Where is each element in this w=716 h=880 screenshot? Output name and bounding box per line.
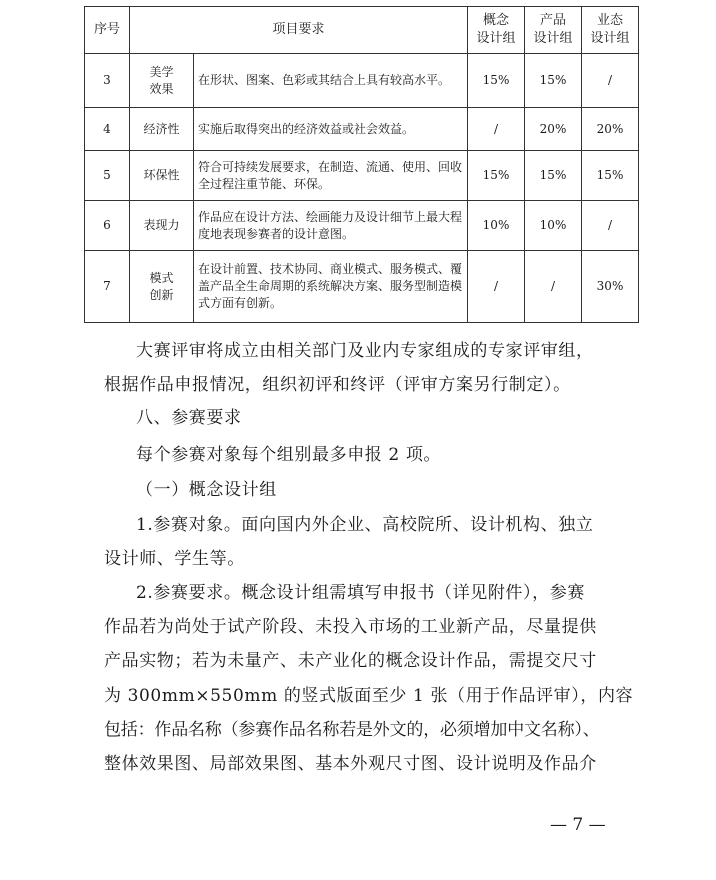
paragraph-line: 根据作品申报情况，组织初评和终评（评审方案另行制定）。 bbox=[104, 375, 571, 395]
row-business-weight: 20% bbox=[582, 108, 639, 151]
row-no: 5 bbox=[85, 151, 130, 201]
section-heading: 八、参赛要求 bbox=[136, 408, 242, 428]
row-concept-weight: 15% bbox=[468, 151, 525, 201]
table-row bbox=[85, 201, 639, 251]
header-product-group: 产品 设计组 bbox=[525, 7, 582, 54]
row-business-weight: 15% bbox=[582, 151, 639, 201]
row-concept-weight: / bbox=[468, 108, 525, 151]
row-name: 美学 效果 bbox=[130, 54, 194, 108]
table-row bbox=[85, 251, 639, 323]
row-concept-weight: / bbox=[468, 251, 525, 323]
table-row bbox=[85, 151, 639, 201]
row-name: 环保性 bbox=[130, 151, 194, 201]
paragraph-line: 作品若为尚处于试产阶段、未投入市场的工业新产品，尽量提供 bbox=[104, 617, 597, 637]
header-requirement: 项目要求 bbox=[130, 7, 468, 54]
row-business-weight: / bbox=[582, 54, 639, 108]
paragraph-line: 整体效果图、局部效果图、基本外观尺寸图、设计说明及作品介 bbox=[104, 754, 597, 774]
header-concept-group: 概念 设计组 bbox=[468, 7, 525, 54]
row-no: 7 bbox=[85, 251, 130, 323]
paragraph-line: 1.参赛对象。面向国内外企业、高校院所、设计机构、独立 bbox=[136, 515, 594, 535]
header-no: 序号 bbox=[85, 7, 130, 54]
row-business-weight: 30% bbox=[582, 251, 639, 323]
paragraph-line: 2.参赛要求。概念设计组需填写申报书（详见附件），参赛 bbox=[136, 583, 585, 603]
row-requirement: 作品应在设计方法、绘画能力及设计细节上最大程度地表现参赛者的设计意图。 bbox=[194, 201, 468, 251]
row-name: 经济性 bbox=[130, 108, 194, 151]
subsection-heading: （一）概念设计组 bbox=[136, 480, 277, 500]
row-name: 表现力 bbox=[130, 201, 194, 251]
header-business-group: 业态 设计组 bbox=[582, 7, 639, 54]
row-no: 4 bbox=[85, 108, 130, 151]
row-requirement: 在形状、图案、色彩或其结合上具有较高水平。 bbox=[194, 54, 468, 108]
paragraph-line: 产品实物；若为未量产、未产业化的概念设计作品，需提交尺寸 bbox=[104, 651, 597, 671]
paragraph-line: 设计师、学生等。 bbox=[104, 549, 245, 569]
row-requirement: 符合可持续发展要求，在制造、流通、使用、回收全过程注重节能、环保。 bbox=[194, 151, 468, 201]
row-product-weight: 15% bbox=[525, 54, 582, 108]
row-no: 3 bbox=[85, 54, 130, 108]
row-business-weight: / bbox=[582, 201, 639, 251]
row-concept-weight: 15% bbox=[468, 54, 525, 108]
row-concept-weight: 10% bbox=[468, 201, 525, 251]
row-product-weight: 20% bbox=[525, 108, 582, 151]
row-requirement: 实施后取得突出的经济效益或社会效益。 bbox=[194, 108, 468, 151]
row-requirement: 在设计前置、技术协同、商业模式、服务模式、覆盖产品全生命周期的系统解决方案、服务型制造模式方面有创新。 bbox=[194, 251, 468, 323]
paragraph-line: 大赛评审将成立由相关部门及业内专家组成的专家评审组， bbox=[136, 341, 594, 361]
row-name: 模式 创新 bbox=[130, 251, 194, 323]
paragraph-line: 包括：作品名称（参赛作品名称若是外文的，必须增加中文名称）、 bbox=[104, 720, 600, 740]
requirements-table bbox=[84, 6, 639, 323]
table-header-row bbox=[85, 7, 639, 54]
paragraph-line: 每个参赛对象每个组别最多申报 2 项。 bbox=[136, 445, 442, 465]
row-product-weight: 10% bbox=[525, 201, 582, 251]
paragraph-line: 为 300mm×550mm 的竖式版面至少 1 张（用于作品评审），内容 bbox=[104, 686, 634, 706]
table-row bbox=[85, 108, 639, 151]
row-no: 6 bbox=[85, 201, 130, 251]
table-row bbox=[85, 54, 639, 108]
page-number: — 7 — bbox=[550, 815, 606, 835]
row-product-weight: 15% bbox=[525, 151, 582, 201]
row-product-weight: / bbox=[525, 251, 582, 323]
